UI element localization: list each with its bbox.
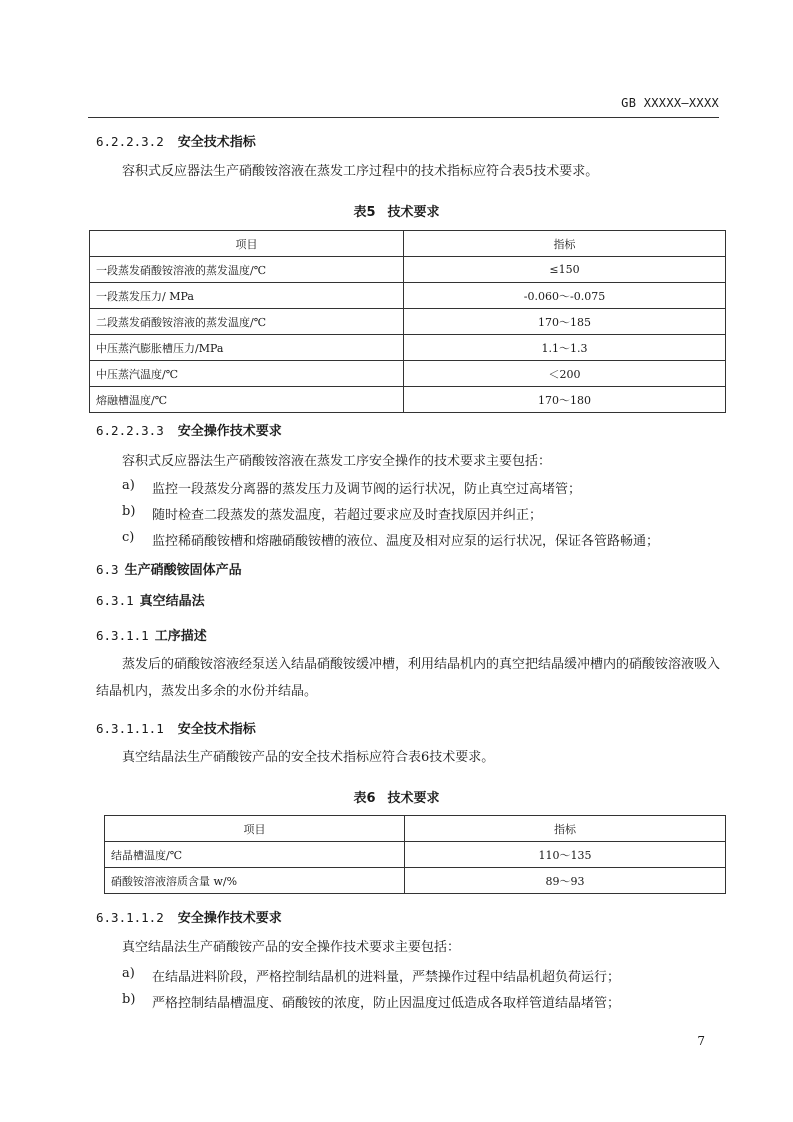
section-title: 安全操作技术要求 [177, 911, 282, 926]
table-row [90, 309, 726, 335]
table-6-caption [0, 787, 793, 806]
section-heading-6-2-2-3-2 [96, 131, 256, 150]
paragraph: 真空结晶法生产硝酸铵产品的安全操作技术要求主要包括： [122, 940, 461, 955]
section-number: 6.3.1 [96, 593, 134, 608]
table-number: 表5 [353, 205, 376, 220]
list-marker: c) [122, 530, 135, 545]
section-title: 真空结晶法 [139, 594, 205, 609]
list-text: 随时检查二段蒸发的蒸发温度，若超过要求应及时查找原因并纠正； [152, 508, 543, 523]
table-row [90, 387, 726, 413]
column-header: 项目 [90, 231, 404, 257]
section-number: 6.3.1.1 [96, 628, 149, 643]
table-row [90, 257, 726, 283]
table-row [105, 842, 726, 868]
table-header-row [105, 816, 726, 842]
table-cell: ＜200 [404, 361, 726, 387]
table-cell: -0.060～-0.075 [404, 283, 726, 309]
section-heading-6-3-1-1-2 [96, 907, 282, 926]
list-text: 监控稀硝酸铵槽和熔融硝酸铵槽的液位、温度及相对应泵的运行状况，保证各管路畅通； [152, 534, 660, 549]
section-heading-6-3-1-1-1 [96, 718, 256, 737]
header-divider [88, 117, 719, 118]
table-row [90, 335, 726, 361]
table-cell: 110～135 [405, 842, 726, 868]
list-marker: a) [122, 966, 135, 981]
table-cell: 中压蒸汽温度/℃ [90, 361, 404, 387]
list-marker: a) [122, 478, 135, 493]
table-cell: 170～180 [404, 387, 726, 413]
section-heading-6-3-1 [96, 590, 205, 609]
paragraph: 容积式反应器法生产硝酸铵溶液在蒸发工序过程中的技术指标应符合表5技术要求。 [122, 164, 599, 179]
paragraph: 真空结晶法生产硝酸铵产品的安全技术指标应符合表6技术要求。 [122, 750, 495, 765]
section-title: 安全操作技术要求 [177, 424, 282, 439]
section-heading-6-3 [96, 559, 242, 578]
table-6 [104, 815, 726, 894]
paragraph: 蒸发后的硝酸铵溶液经泵送入结晶硝酸铵缓冲槽，利用结晶机内的真空把结晶缓冲槽内的硝酸铵溶液吸入结晶机内，蒸发出多余的水份并结晶。 [96, 657, 721, 699]
section-title: 安全技术指标 [177, 135, 256, 150]
table-cell: 结晶槽温度/℃ [105, 842, 405, 868]
section-number: 6.2.2.3.3 [96, 423, 164, 438]
table-title: 技术要求 [387, 791, 440, 806]
table-cell: ≤150 [404, 257, 726, 283]
column-header: 指标 [404, 231, 726, 257]
column-header: 指标 [405, 816, 726, 842]
section-number: 6.3.1.1.2 [96, 910, 164, 925]
table-cell: 一段蒸发压力/ MPa [90, 283, 404, 309]
table-cell: 二段蒸发硝酸铵溶液的蒸发温度/℃ [90, 309, 404, 335]
list-text: 在结晶进料阶段，严格控制结晶机的进料量，严禁操作过程中结晶机超负荷运行； [152, 970, 621, 985]
section-heading-6-2-2-3-3 [96, 420, 282, 439]
section-number: 6.3 [96, 562, 119, 577]
page-number: 7 [697, 1034, 705, 1048]
table-cell: 89～93 [405, 868, 726, 894]
table-number: 表6 [353, 791, 376, 806]
list-text: 严格控制结晶槽温度、硝酸铵的浓度，防止因温度过低造成各取样管道结晶堵管； [152, 996, 621, 1011]
section-number: 6.2.2.3.2 [96, 134, 164, 149]
table-cell: 一段蒸发硝酸铵溶液的蒸发温度/℃ [90, 257, 404, 283]
table-row [105, 868, 726, 894]
table-cell: 中压蒸汽膨胀槽压力/MPa [90, 335, 404, 361]
paragraph: 容积式反应器法生产硝酸铵溶液在蒸发工序安全操作的技术要求主要包括： [122, 454, 552, 469]
table-row [90, 361, 726, 387]
list-marker: b) [122, 992, 136, 1007]
table-title: 技术要求 [387, 205, 440, 220]
section-heading-6-3-1-1 [96, 625, 207, 644]
table-cell: 1.1～1.3 [404, 335, 726, 361]
table-5-caption [0, 201, 793, 220]
table-cell: 170～185 [404, 309, 726, 335]
column-header: 项目 [105, 816, 405, 842]
table-header-row [90, 231, 726, 257]
section-number: 6.3.1.1.1 [96, 721, 164, 736]
table-cell: 熔融槽温度/℃ [90, 387, 404, 413]
section-title: 安全技术指标 [177, 722, 256, 737]
standard-code: GB XXXXX—XXXX [621, 96, 719, 110]
section-title: 工序描述 [154, 629, 207, 644]
table-5 [89, 230, 726, 413]
table-cell: 硝酸铵溶液溶质含量 w/% [105, 868, 405, 894]
section-title: 生产硝酸铵固体产品 [124, 563, 242, 578]
table-row [90, 283, 726, 309]
list-text: 监控一段蒸发分离器的蒸发压力及调节阀的运行状况，防止真空过高堵管； [152, 482, 582, 497]
list-marker: b) [122, 504, 136, 519]
